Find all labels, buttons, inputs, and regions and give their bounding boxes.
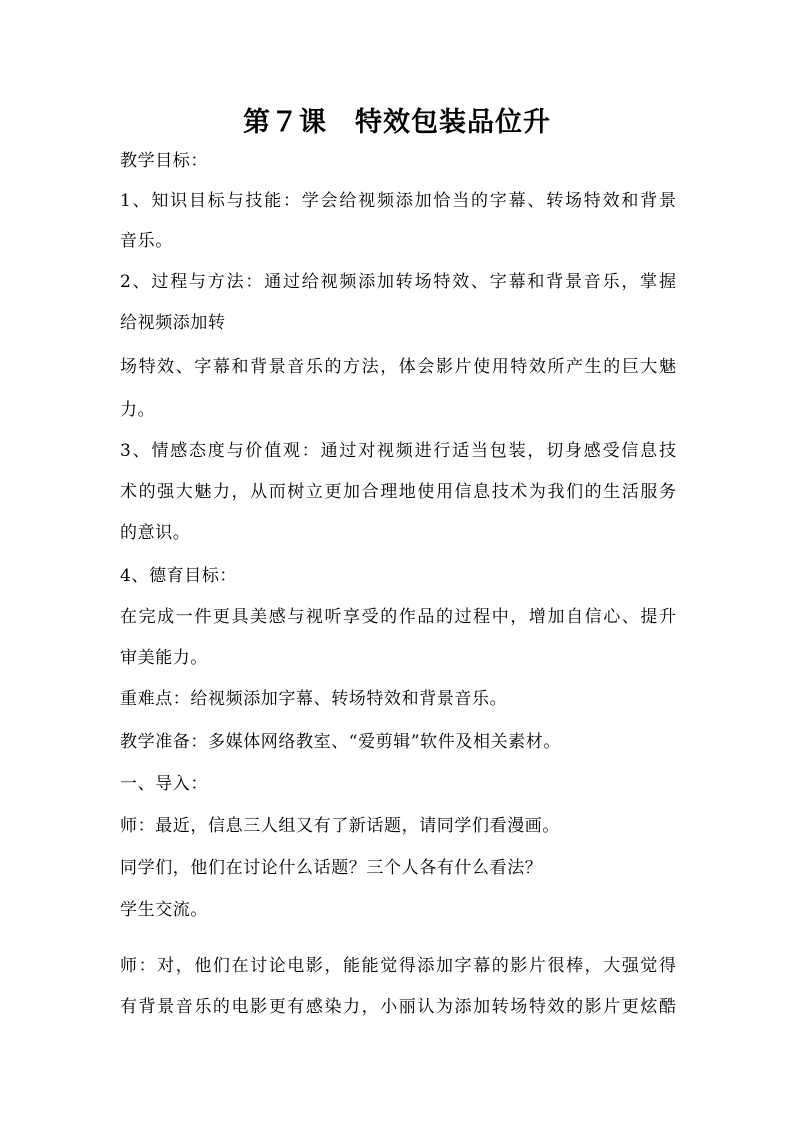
page-title: 第７课 特效包装品位升: [243, 107, 551, 138]
text-line: 学生交流。: [120, 900, 208, 920]
text-line: 的意识。: [120, 523, 191, 543]
text-line: 4、德育目标：: [120, 566, 238, 586]
text-line: 有背景音乐的电影更有感染力，小丽认为添加转场特效的影片更炫酷: [120, 997, 676, 1017]
text-line: 3、情感态度与价值观：通过对视频进行适当包装，切身感受信息技: [120, 441, 676, 461]
text-line-objectives-heading: 教学目标：: [120, 151, 208, 171]
text-line: 在完成一件更具美感与视听享受的作品的过程中，增加自信心、提升: [120, 607, 676, 627]
text-line: 给视频添加转: [120, 313, 226, 333]
text-line: 重难点：给视频添加字幕、转场特效和背景音乐。: [120, 689, 508, 709]
text-line: 音乐。: [120, 231, 173, 251]
text-line: 术的强大魅力，从而树立更加合理地使用信息技术为我们的生活服务: [120, 482, 676, 502]
text-line: 同学们，他们在讨论什么话题？三个人各有什么看法？: [120, 858, 543, 878]
text-line: 2、过程与方法：通过给视频添加转场特效、字幕和背景音乐，掌握: [120, 272, 676, 292]
text-line: 审美能力。: [120, 648, 208, 668]
text-line: 师：最近，信息三人组又有了新话题，请同学们看漫画。: [120, 816, 560, 836]
text-line: 一、导入：: [120, 774, 208, 794]
text-line: 师：对，他们在讨论电影，能能觉得添加字幕的影片很棒，大强觉得: [120, 956, 676, 976]
text-line: 教学准备：多媒体网络教室、“爱剪辑”软件及相关素材。: [120, 732, 561, 752]
text-line: 1、知识目标与技能：学会给视频添加恰当的字幕、转场特效和背景: [120, 191, 676, 211]
text-line: 力。: [120, 400, 156, 420]
text-line: 场特效、字幕和背景音乐的方法，体会影片使用特效所产生的巨大魅: [120, 357, 676, 377]
